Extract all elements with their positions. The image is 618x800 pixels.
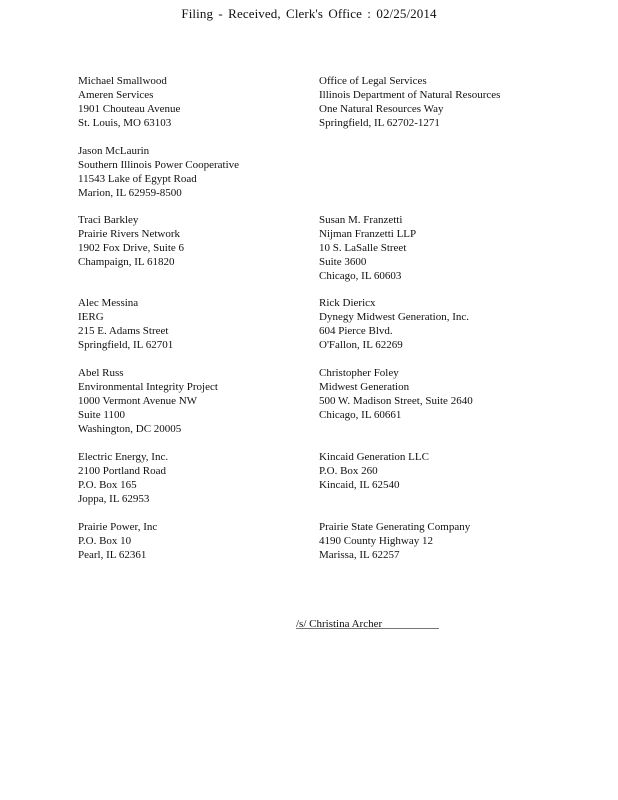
- address-line: 500 W. Madison Street, Suite 2640: [319, 395, 473, 407]
- address-line: Dynegy Midwest Generation, Inc.: [319, 311, 469, 323]
- address-line: P.O. Box 165: [78, 479, 137, 491]
- address-line: 10 S. LaSalle Street: [319, 242, 407, 254]
- address-line: 1901 Chouteau Avenue: [78, 103, 181, 115]
- address-block-electric-energy: [78, 450, 168, 506]
- address-line: P.O. Box 10: [78, 535, 132, 547]
- address-line: 1902 Fox Drive, Suite 6: [78, 242, 185, 254]
- address-line: 11543 Lake of Egypt Road: [78, 173, 197, 185]
- address-line: Kincaid Generation LLC: [319, 451, 429, 463]
- signature-line: [296, 628, 439, 629]
- address-line: Ameren Services: [78, 89, 154, 101]
- address-line: Environmental Integrity Project: [78, 381, 218, 393]
- address-line: Illinois Department of Natural Resources: [319, 89, 501, 101]
- address-block-messina: [78, 296, 173, 352]
- address-line: O'Fallon, IL 62269: [319, 339, 403, 351]
- address-line: Prairie State Generating Company: [319, 521, 471, 533]
- address-line: Marion, IL 62959-8500: [78, 187, 182, 199]
- address-line: Champaign, IL 61820: [78, 256, 175, 268]
- address-line: Chicago, IL 60661: [319, 409, 402, 421]
- address-line: 1000 Vermont Avenue NW: [78, 395, 198, 407]
- address-line: Suite 3600: [319, 256, 367, 268]
- address-block-foley: [319, 366, 473, 422]
- address-line: Chicago, IL 60603: [319, 270, 402, 282]
- address-line: Rick Diericx: [319, 297, 376, 309]
- address-line: Springfield, IL 62702-1271: [319, 117, 440, 129]
- address-block-franzetti: [319, 213, 416, 283]
- address-line: Joppa, IL 62953: [78, 493, 150, 505]
- address-line: Alec Messina: [78, 297, 139, 309]
- address-line: Pearl, IL 62361: [78, 549, 147, 561]
- address-line: P.O. Box 260: [319, 465, 378, 477]
- address-line: IERG: [78, 311, 104, 323]
- address-line: Christopher Foley: [319, 367, 399, 379]
- address-block-legal-services: [319, 74, 500, 130]
- address-line: Prairie Rivers Network: [78, 228, 181, 240]
- address-block-prairie-state: [319, 520, 470, 562]
- address-line: Electric Energy, Inc.: [78, 451, 169, 463]
- address-block-barkley: [78, 213, 184, 269]
- address-block-prairie-power: [78, 520, 157, 562]
- address-block-kincaid: [319, 450, 429, 492]
- address-block-smallwood: [78, 74, 180, 130]
- signature: /s/ Christina Archer: [296, 618, 383, 630]
- address-line: Abel Russ: [78, 367, 124, 379]
- address-line: Jason McLaurin: [78, 145, 150, 157]
- address-line: Susan M. Franzetti: [319, 214, 403, 226]
- address-line: Michael Smallwood: [78, 75, 167, 87]
- address-line: Kincaid, IL 62540: [319, 479, 400, 491]
- address-line: 4190 County Highway 12: [319, 535, 433, 547]
- address-line: One Natural Resources Way: [319, 103, 444, 115]
- address-block-mclaurin: [78, 144, 239, 200]
- address-line: Midwest Generation: [319, 381, 410, 393]
- address-block-diericx: [319, 296, 469, 352]
- address-line: Marissa, IL 62257: [319, 549, 400, 561]
- address-line: Prairie Power, Inc: [78, 521, 158, 533]
- address-line: Washington, DC 20005: [78, 423, 182, 435]
- address-line: 604 Pierce Blvd.: [319, 325, 393, 337]
- filing-header: Filing - Received, Clerk's Office : 02/25/2014: [181, 6, 437, 21]
- address-line: Suite 1100: [78, 409, 125, 421]
- address-line: Traci Barkley: [78, 214, 139, 226]
- address-line: Office of Legal Services: [319, 75, 427, 87]
- address-line: Nijman Franzetti LLP: [319, 228, 417, 240]
- address-line: St. Louis, MO 63103: [78, 117, 172, 129]
- address-line: 2100 Portland Road: [78, 465, 166, 477]
- address-block-russ: [78, 366, 218, 436]
- address-line: Southern Illinois Power Cooperative: [78, 159, 240, 171]
- address-line: Springfield, IL 62701: [78, 339, 174, 351]
- address-line: 215 E. Adams Street: [78, 325, 169, 337]
